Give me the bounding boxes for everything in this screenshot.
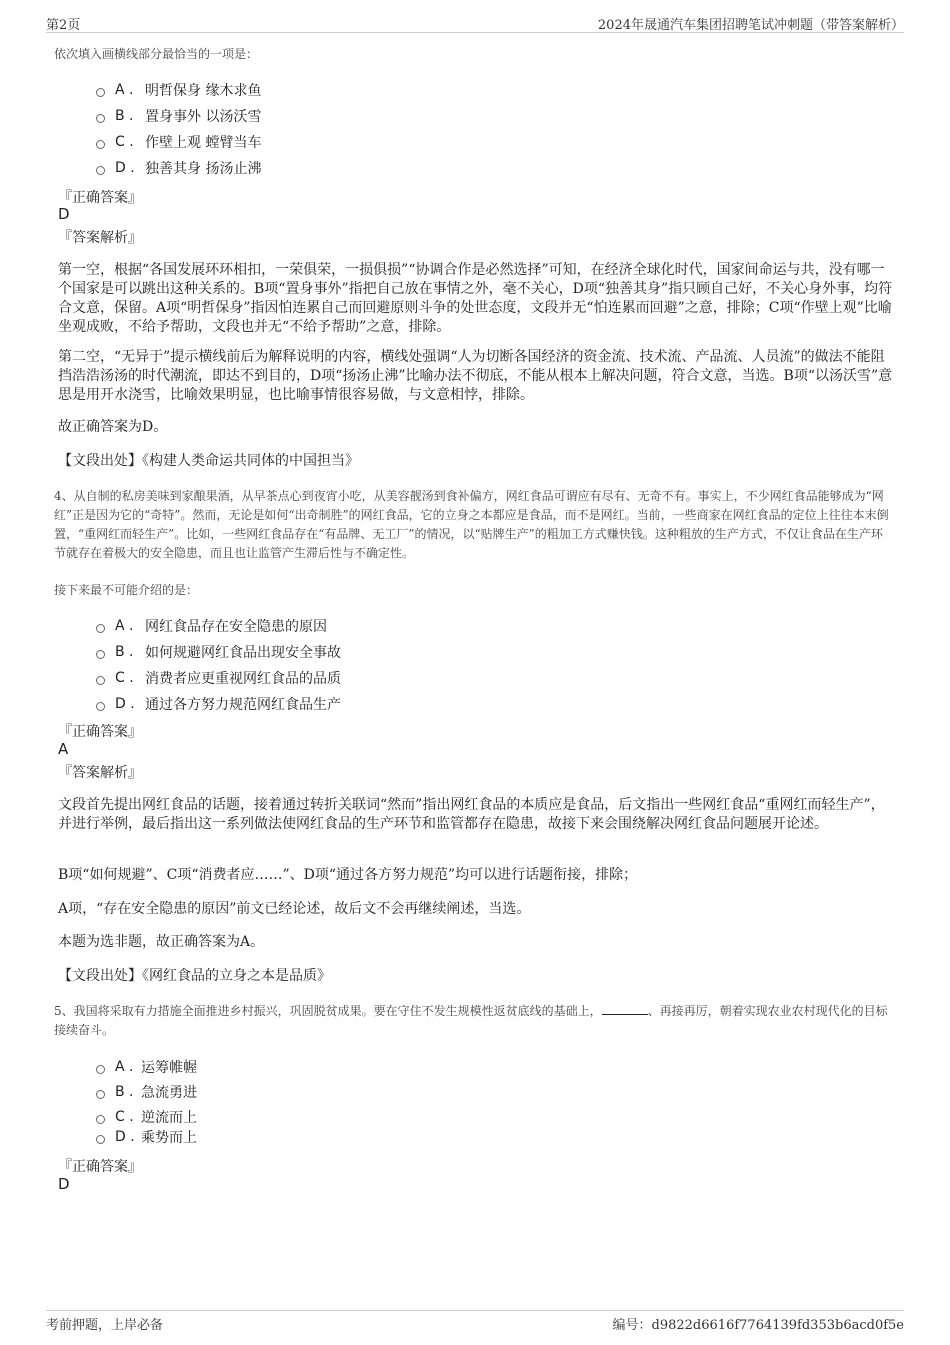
q4-option-b[interactable]: B . 如何规避网红食品出现安全事故 bbox=[96, 642, 341, 662]
q5-answer: D bbox=[58, 1175, 70, 1193]
q3-analysis-paragraph: 第一空，根据“各国发展环环相扣，一荣俱荣，一损俱损”“协调合作是必然选择”可知，在经济全球化时代，国家间命运与共，没有哪一个国家是可以跳出这种关系的。B项“置身事外”指把自己放在事情之外，毫不关心，D项“独善其身”指只顾自己好，不关心身外事，均符合文意，保留。A项“明哲保身”指因怕连累自己而回避原则斗争的处世态度，文段并无“怕连累而回避”之意，排除；C项“作壁上观”比喻坐观成败，不给予帮助，文段也并无“不给予帮助”之意，排除。 bbox=[58, 262, 893, 335]
radio-button[interactable] bbox=[96, 166, 105, 175]
q5-answer-label: 『正确答案』 bbox=[58, 1159, 142, 1175]
q4-source: 【文段出处】《网红食品的立身之本是品质》 bbox=[58, 968, 331, 984]
radio-button[interactable] bbox=[96, 88, 105, 97]
q3-analysis-paragraph: 第二空，“无异于”提示横线前后为解释说明的内容，横线处强调“人为切断各国经济的资金流、技术流、产品流、人员流”的做法不能阻挡浩浩汤汤的时代潮流，即达不到目的，D项“扬汤止沸”比喻办法不彻底，不能从根本上解决问题，符合文意，当选。B项“以汤沃雪”意思是用开水浇雪，比喻效果明显，也比喻事情很容易做，与文意相悖，排除。 bbox=[58, 349, 893, 403]
q3-analysis-label: 『答案解析』 bbox=[58, 230, 142, 246]
q3-answer: D bbox=[58, 205, 70, 223]
q4-analysis-label: 『答案解析』 bbox=[58, 765, 142, 781]
q3-option-c[interactable]: C . 作壁上观 螳臂当车 bbox=[96, 132, 261, 152]
header-divider bbox=[46, 32, 904, 33]
q3-conclusion: 故正确答案为D。 bbox=[58, 419, 168, 435]
fill-blank bbox=[602, 1002, 648, 1015]
q4-option-c[interactable]: C . 消费者应更重视网红食品的品质 bbox=[96, 668, 341, 688]
q5-option-b[interactable]: B . 急流勇进 bbox=[96, 1082, 197, 1102]
q4-conclusion: 本题为选非题，故正确答案为A。 bbox=[58, 934, 265, 950]
q3-answer-label: 『正确答案』 bbox=[58, 190, 142, 206]
q3-option-d[interactable]: D . 独善其身 扬汤止沸 bbox=[96, 158, 261, 178]
radio-button[interactable] bbox=[96, 650, 105, 659]
radio-button[interactable] bbox=[96, 1115, 105, 1124]
q5-stem: 5、我国将采取有力措施全面推进乡村振兴，巩固脱贫成果。要在守住不发生规模性返贫底线的基础上， 、再接再厉，朝着实现农业农村现代化的目标接续奋斗。 bbox=[54, 1004, 888, 1037]
page-number: 第2页 bbox=[46, 18, 81, 33]
q5-option-a[interactable]: A . 运筹帷幄 bbox=[96, 1057, 197, 1077]
q4-analysis-paragraph: B项“如何规避”、C项“消费者应……”、D项“通过各方努力规范”均可以进行话题衔接，排除； bbox=[58, 867, 638, 883]
q4-stem: 4、从自制的私房美味到家酿果酒，从早茶点心到夜宵小吃，从美容靓汤到食补偏方，网红食品可谓应有尽有、无奇不有。事实上，不少网红食品能够成为“网红”正是因为它的“奇特”。然而，无论是如何“出奇制胜”的网红食品，它的立身之本都应是食品，而不是网红。当前，一些商家在网红食品的定位上往往本末倒置，“重网红而轻生产”。比如，一些网红食品存在“有品牌、无工厂”的情况，以“贴牌生产”的粗加工方式赚快钱。这种粗放的生产方式，不仅让食品在生产环节就存在着极大的安全隐患，而且也让监管产生滞后性与不确定性。 bbox=[54, 489, 889, 560]
q4-answer-label: 『正确答案』 bbox=[58, 724, 142, 740]
q3-option-b[interactable]: B . 置身事外 以汤沃雪 bbox=[96, 106, 261, 126]
q3-prompt: 依次填入画横线部分最恰当的一项是： bbox=[54, 47, 259, 61]
q4-answer: A bbox=[58, 740, 69, 758]
q4-prompt: 接下来最不可能介绍的是： bbox=[54, 583, 199, 597]
document-code: 编号：d9822d6616f7764139fd353b6acd0f5e bbox=[612, 1318, 904, 1333]
q5-option-d[interactable]: D . 乘势而上 bbox=[96, 1127, 197, 1147]
radio-button[interactable] bbox=[96, 702, 105, 711]
document-title: 2024年晟通汽车集团招聘笔试冲刺题（带答案解析） bbox=[597, 18, 904, 33]
q4-analysis-paragraph: A项，“存在安全隐患的原因”前文已经论述，故后文不会再继续阐述，当选。 bbox=[58, 901, 531, 917]
radio-button[interactable] bbox=[96, 676, 105, 685]
q4-option-d[interactable]: D . 通过各方努力规范网红食品生产 bbox=[96, 694, 341, 714]
radio-button[interactable] bbox=[96, 1135, 105, 1144]
radio-button[interactable] bbox=[96, 624, 105, 633]
radio-button[interactable] bbox=[96, 1065, 105, 1074]
q4-analysis-paragraph: 文段首先提出网红食品的话题，接着通过转折关联词“然而”指出网红食品的本质应是食品，后文指出一些网红食品“重网红而轻生产”，并进行举例，最后指出这一系列做法使网红食品的生产环节和监管都存在隐患，故接下来会围绕解决网红食品问题展开论述。 bbox=[58, 797, 885, 832]
q5-option-c[interactable]: C . 逆流而上 bbox=[96, 1107, 197, 1127]
q3-option-a[interactable]: A . 明哲保身 缘木求鱼 bbox=[96, 80, 261, 100]
footer-slogan: 考前押题，上岸必备 bbox=[46, 1318, 164, 1333]
radio-button[interactable] bbox=[96, 140, 105, 149]
footer-divider bbox=[46, 1310, 904, 1311]
radio-button[interactable] bbox=[96, 114, 105, 123]
q3-source: 【文段出处】《构建人类命运共同体的中国担当》 bbox=[58, 453, 359, 469]
radio-button[interactable] bbox=[96, 1090, 105, 1099]
q4-option-a[interactable]: A . 网红食品存在安全隐患的原因 bbox=[96, 616, 327, 636]
